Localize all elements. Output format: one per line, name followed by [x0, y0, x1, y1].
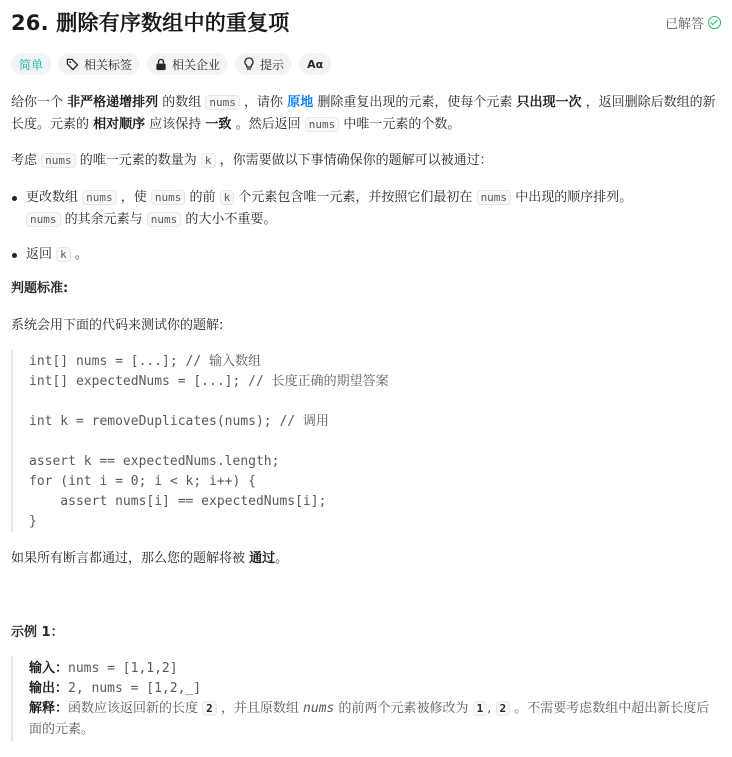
- difficulty-badge[interactable]: 简单: [11, 53, 51, 75]
- translate-icon: Aα: [307, 57, 324, 71]
- example-input: 输入：nums = [1,1,2]: [29, 661, 178, 676]
- example-block: [11, 656, 732, 741]
- requirements-list: [11, 187, 722, 266]
- code-line: int[] expectedNums = [...]; // 长度正确的期望答案: [29, 374, 389, 389]
- hints-button[interactable]: [235, 53, 292, 75]
- lock-icon: [155, 58, 167, 71]
- lightbulb-icon: [243, 57, 255, 71]
- judge-intro: 系统会用下面的代码来测试你的题解:: [11, 318, 224, 333]
- description-p1: 给你一个 非严格递增排列 的数组 nums ，请你 原地 删除重复出现的元素，使每个元素 只出现一次 ，返回删除后数组的新长度。元素的 相对顺序 应该保持 一致 。然后返回 nums 中唯一元素的个数。: [11, 95, 716, 132]
- related-companies-button[interactable]: [147, 53, 228, 75]
- tag-icon: [66, 58, 79, 71]
- solved-label: 已解答: [664, 16, 704, 32]
- tag-bar: [11, 53, 331, 75]
- code-line: assert k == expectedNums.length;: [29, 454, 280, 469]
- solved-status: [665, 13, 721, 32]
- code-line: assert nums[i] == expectedNums[i];: [29, 494, 327, 509]
- judge-heading: 判题标准:: [11, 281, 69, 296]
- problem-title: 26. 删除有序数组中的重复项: [11, 11, 290, 35]
- code-line: int[] nums = [...]; // 输入数组: [29, 354, 262, 369]
- title-row: [11, 6, 721, 38]
- judge-outro: 如果所有断言都通过，那么您的题解将被 通过。: [11, 551, 289, 566]
- hints-label: 提示: [260, 57, 285, 72]
- related-tags-button[interactable]: [58, 53, 140, 75]
- related-tags-label: 相关标签: [84, 57, 133, 72]
- related-companies-label: 相关企业: [172, 57, 221, 72]
- code-line: }: [29, 514, 37, 529]
- example-explanation: 解释：函数应该返回新的长度 2 ，并且原数组 nums 的前两个元素被修改为 1 , 2 。不需要考虑数组中超出新长度后面的元素。: [29, 701, 710, 737]
- test-code-block: [11, 350, 629, 532]
- translate-button[interactable]: [299, 53, 331, 75]
- list-item: 更改数组 nums ，使 nums 的前 k 个元素包含唯一元素，并按照它们最初在 nums 中出现的顺序排列。 nums 的其余元素与 nums 的大小不重要。: [11, 187, 722, 231]
- example-heading: 示例 1：: [11, 625, 64, 640]
- list-item: 返回 k 。: [11, 244, 722, 266]
- code-line: for (int i = 0; i < k; i++) {: [29, 474, 256, 489]
- description-p2: 考虑 nums 的唯一元素的数量为 k ，你需要做以下事情确保你的题解可以被通过：: [11, 153, 493, 168]
- example-output: 输出：2, nums = [1,2,_]: [29, 681, 202, 696]
- code-line: int k = removeDuplicates(nums); // 调用: [29, 414, 329, 429]
- check-circle-icon: [708, 16, 721, 29]
